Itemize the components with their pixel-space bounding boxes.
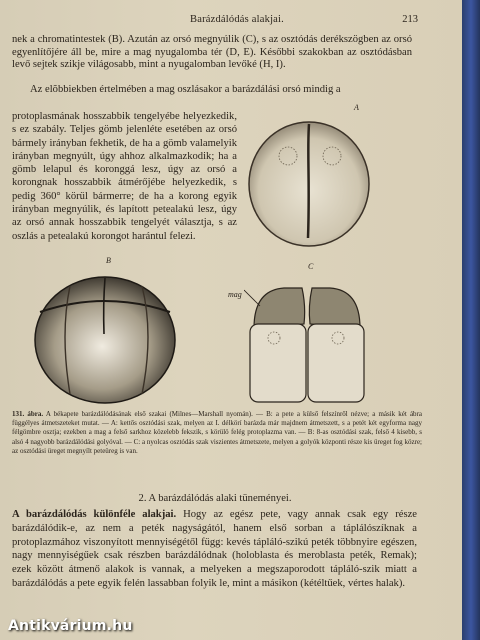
watermark-text: Antikvárium.hu [8, 618, 133, 634]
figure-label-mag: mag [228, 290, 242, 299]
paragraph-2-column: protoplasmának hosszabbik tengelyébe helyezkedik, s ez szabály. Teljes gömb jelenléte esetében az orsó bármely irányban fekhetik, de ha a gömb valamelyik irányban megnyúlt, úgy ahhoz alkalmazkodik; ha a gömb lelapul és koronggá lesz, úgy az orsó a korongnak hosszabbik átmérőjébe helyezkedik, s pedig 360° körül bármerre; de ha a korong egyik irányban megnyúlik, és lapított petealakú lesz, úgy az orsó annak hosszabbik tengelyét választja, s az oszlás a petealakú korongot harántul felezi. [12, 111, 237, 242]
paragraph-1: nek a chromatintestek (B). Azután az orsó megnyúlik (C), s az osztódás derékszögben az orsó egyenlítőjére áll be, mire a mag nyugalomba tér (D, E). Későbbi szakokban az osztódásban levő sejtek szikje világosabb, mint a nyugalomban levőké (H, I). [12, 34, 412, 71]
figure-caption [12, 410, 422, 456]
paragraph-2-start: Az elõbbiekben értelmében a mag oszlásakor a barázdálási orsó mindig a [30, 84, 341, 95]
section-title: 2. A barázdálódás alaki tüneményei. [138, 493, 292, 504]
running-head: Barázdálódás alakjai. [190, 14, 284, 25]
book-spine [462, 0, 480, 640]
figure-label-b: B [106, 256, 111, 265]
section-body: Hogy az egész pete, vagy annak csak egy része barázdálódik-e, az nem a peték nagyságától, hanem első sorban a táplálószíknak a protoplazmához viszonyított mennyiségétől függ: kevés tápláló-szikú peték többnyire egészen, nagy mennyiségűek csak részben barázdálódnak (holoblasta és meroblasta peték, Remak); ezek között átmenő alakok is vannak, a melyeken a megszaporodott tápláló-szik miatt a barázdálódás a pete egyik felén lassabban folyik le, mint a másikon (kétéltűek, vértes halak). [12, 509, 418, 589]
page-number: 213 [402, 14, 418, 25]
figure-a-drawing [244, 112, 374, 250]
figure-label-c: C [308, 262, 314, 271]
section-lead: A barázdálódás különféle alakjai. [12, 509, 177, 520]
figure-c-drawing [244, 276, 370, 406]
caption-number: 131. ábra. [12, 410, 44, 418]
caption-text: A békapete barázdálódásának első szakai (Milnes—Marshall nyomán). — B: a pete a külső felszínről nézve; a másik két ábra függélyes átmetszeteket mutat. — A: kettős osztódási szak, melyen az I. délkörí barázda már majdnem átmetszett, s a petét két egyforma nagy félgömbre osztja; ezekben a mag a felső sarkhoz közelebb fekszik, s körülö felég protoplazma van. — B: 8-as osztódási szak, felső 4 kisebb, s alsó 4 nagyobb barázdálódási golyóval. — C: a nyolcas osztódás szak viszientes átmetszete, melyen a golyók központi része kis üreget fog közre; az osztódási üreget megnyílt peteüreg is van. [12, 410, 422, 455]
paragraph-3 [12, 508, 417, 591]
figure-label-a: A [354, 103, 359, 112]
page-header [0, 14, 462, 28]
figure-b-drawing [30, 274, 180, 406]
